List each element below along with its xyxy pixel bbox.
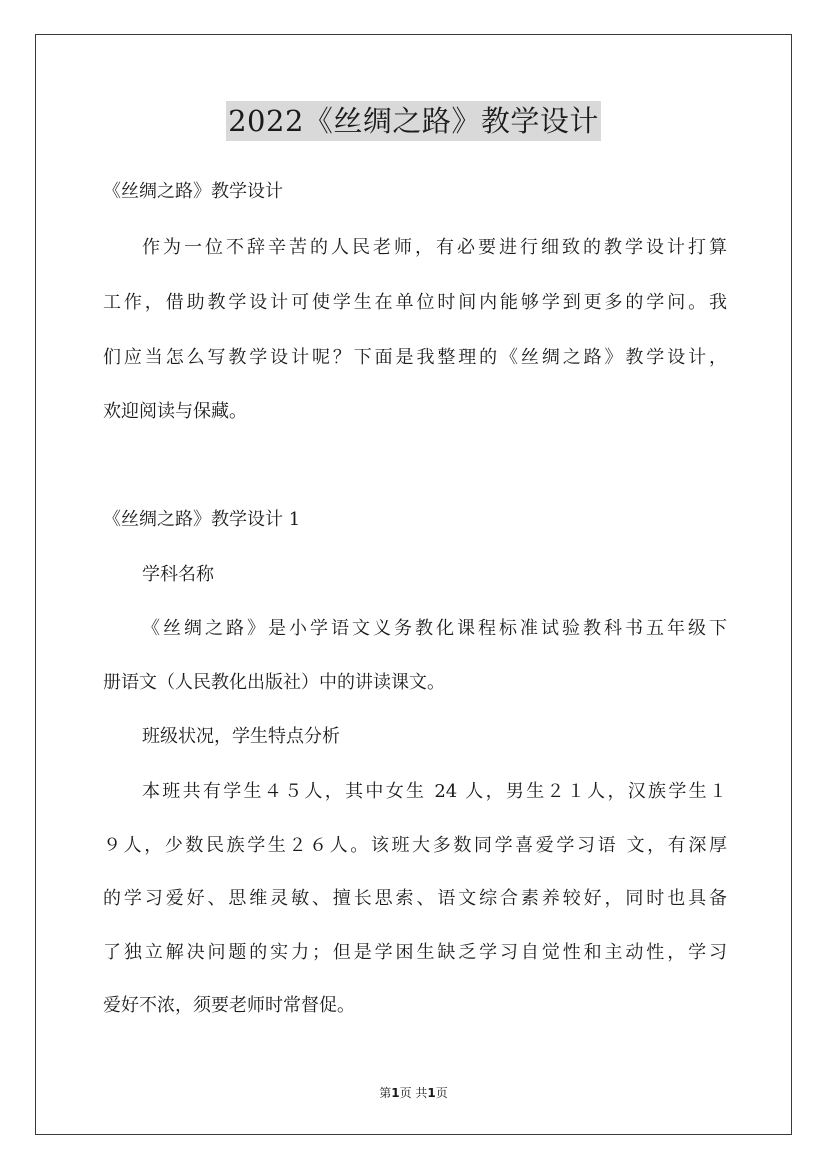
page-footer — [0, 1084, 827, 1101]
subject-line-2: 册语文（人民教化出版社）中的讲读课文。 — [103, 672, 445, 693]
document-title: 2022《丝绸之路》教学设计 — [226, 101, 601, 141]
class-line-1: 本班共有学生４５人，其中女生 24 人，男生２１人，汉族学生１ — [142, 781, 727, 802]
title-container — [0, 101, 827, 141]
footer-total-suffix: 页 — [435, 1086, 448, 1100]
class-label: 班级状况，学生特点分析 — [142, 726, 340, 747]
footer-page-number: 1 — [391, 1086, 400, 1100]
document-heading: 《丝绸之路》教学设计 — [103, 181, 283, 202]
intro-paragraph-line-1: 作为一位不辞辛苦的人民老师，有必要进行细致的教学设计打算 — [142, 237, 727, 258]
intro-paragraph-line-2: 工作，借助教学设计可使学生在单位时间内能够学到更多的学问。我 — [103, 292, 727, 313]
footer-page-suffix: 页 共 — [399, 1086, 428, 1100]
subject-label: 学科名称 — [142, 564, 214, 585]
class-line-4: 了独立解决问题的实力；但是学困生缺乏学习自觉性和主动性，学习 — [103, 942, 727, 963]
subject-line-1: 《丝绸之路》是小学语文义务教化课程标准试验教科书五年级下 — [142, 618, 727, 639]
footer-total-pages: 1 — [427, 1086, 436, 1100]
class-line-5: 爱好不浓，须要老师时常督促。 — [103, 995, 355, 1016]
intro-paragraph-line-4: 欢迎阅读与保藏。 — [103, 401, 247, 422]
footer-page-prefix: 第 — [379, 1086, 392, 1100]
intro-paragraph-line-3: 们应当怎么写教学设计呢？下面是我整理的《丝绸之路》教学设计， — [103, 347, 727, 368]
class-line-3: 的学习爱好、思维灵敏、擅长思索、语文综合素养较好，同时也具备 — [103, 888, 727, 909]
class-line-2: ９人，少数民族学生２６人。该班大多数同学喜爱学习语 文，有深厚 — [103, 835, 727, 856]
section-heading: 《丝绸之路》教学设计 1 — [103, 509, 301, 530]
